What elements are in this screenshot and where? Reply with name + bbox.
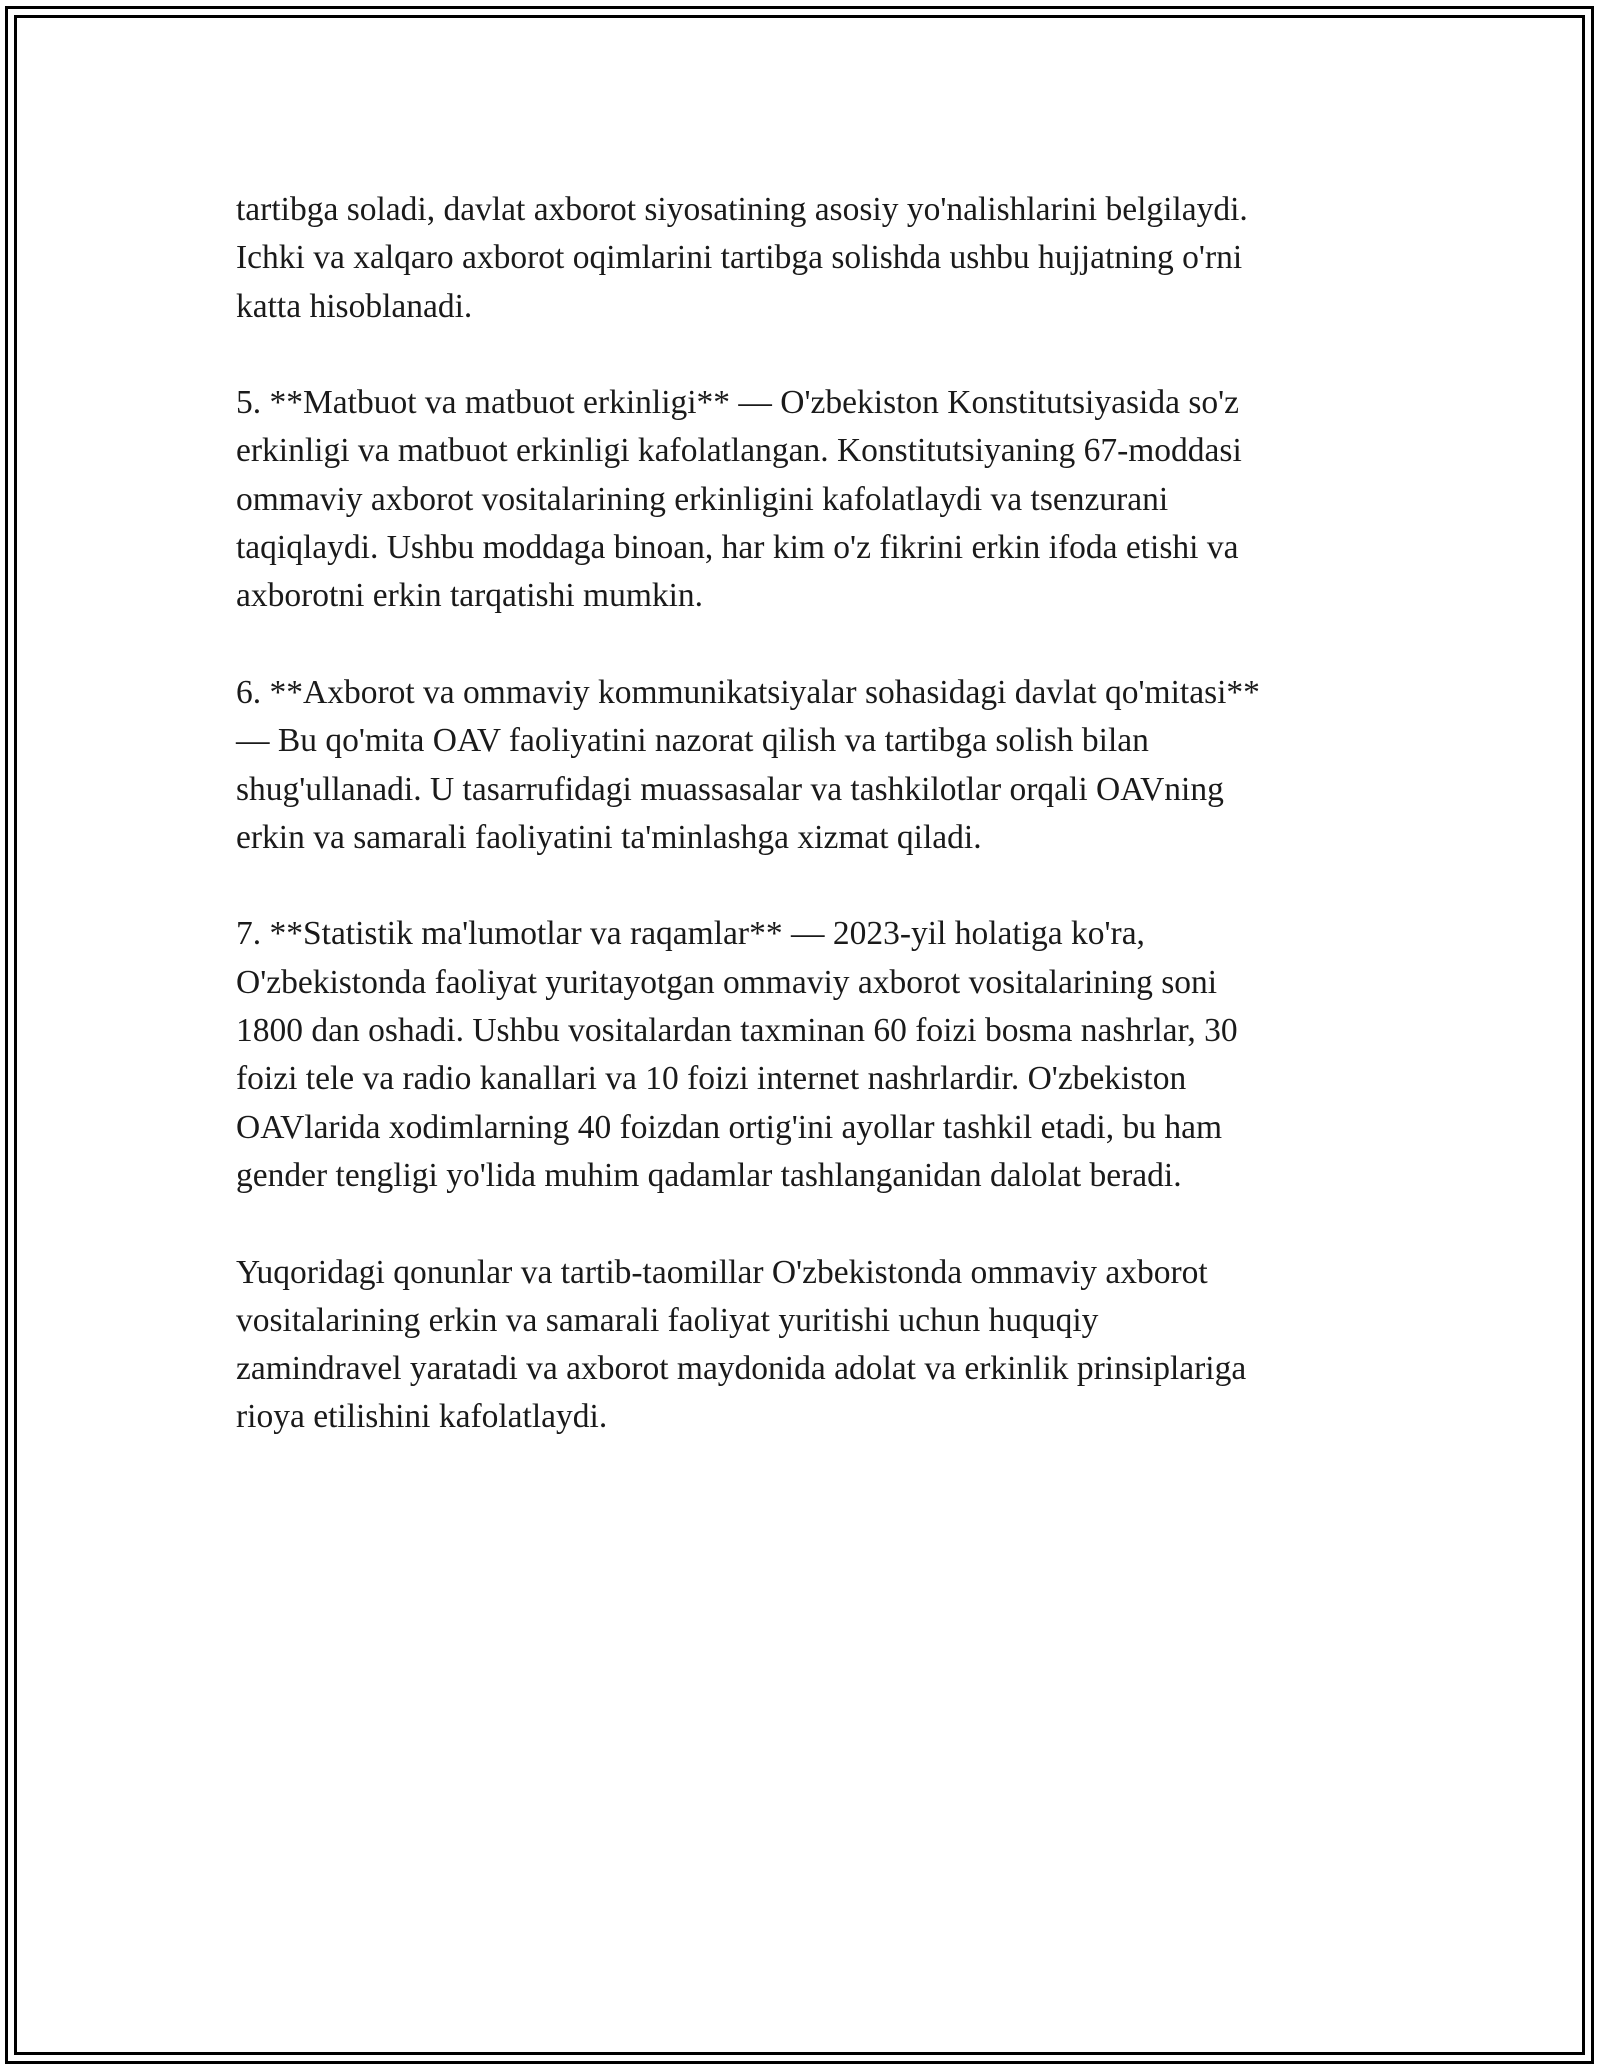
paragraph-item-6-state-committee: 6. **Axborot va ommaviy kommunikatsiyalar sohasidagi davlat qo'mitasi** — Bu qo'mita OAV faoliyatini nazorat qilish va tartibga solish bilan shug'ullanadi. U tasarrufidagi muassasalar va tashkilotlar orqali OAVning erkin va samarali faoliyatini ta'minlashga xizmat qiladi. — [236, 673, 1260, 856]
paragraph-conclusion: Yuqoridagi qonunlar va tartib-taomillar O'zbekistonda ommaviy axborot vositalarining erkin va samarali faoliyat yuritishi uchun huquqiy zamindravel yaratadi va axborot maydonida adolat va erkinlik prinsiplariga rioya etilishini kafolatlaydi. — [236, 1253, 1247, 1436]
paragraph-intro-continuation: tartibga soladi, davlat axborot siyosatining asosiy yo'nalishlarini belgilaydi. Ichki va xalqaro axborot oqimlarini tartibga solishda ushbu hujjatning o'rni katta hisoblanadi. — [236, 191, 1248, 325]
paragraph-item-7-statistics: 7. **Statistik ma'lumotlar va raqamlar** — 2023-yil holatiga ko'ra, O'zbekistonda faoliyat yuritayotgan ommaviy axborot vositalarining soni 1800 dan oshadi. Ushbu vositalardan taxminan 60 foizi bosma nashrlar, 30 foizi tele va radio kanallari va 10 foizi internet nashrlardir. O'zbekiston OAVlarida xodimlarning 40 foizdan ortig'ini ayollar tashkil etadi, bu ham gender tengligi yo'lida muhim qadamlar tashlanganidan dalolat beradi. — [236, 915, 1238, 1194]
document-body — [236, 186, 1366, 1490]
paragraph-item-5-press-freedom: 5. **Matbuot va matbuot erkinligi** — O'zbekiston Konstitutsiyasida so'z erkinligi va matbuot erkinligi kafolatlangan. Konstitutsiyaning 67-moddasi ommaviy axborot vositalarining erkinligini kafolatlaydi va tsenzurani taqiqlaydi. Ushbu moddaga binoan, har kim o'z fikrini erkin ifoda etishi va axborotni erkin tarqatishi mumkin. — [236, 384, 1242, 615]
